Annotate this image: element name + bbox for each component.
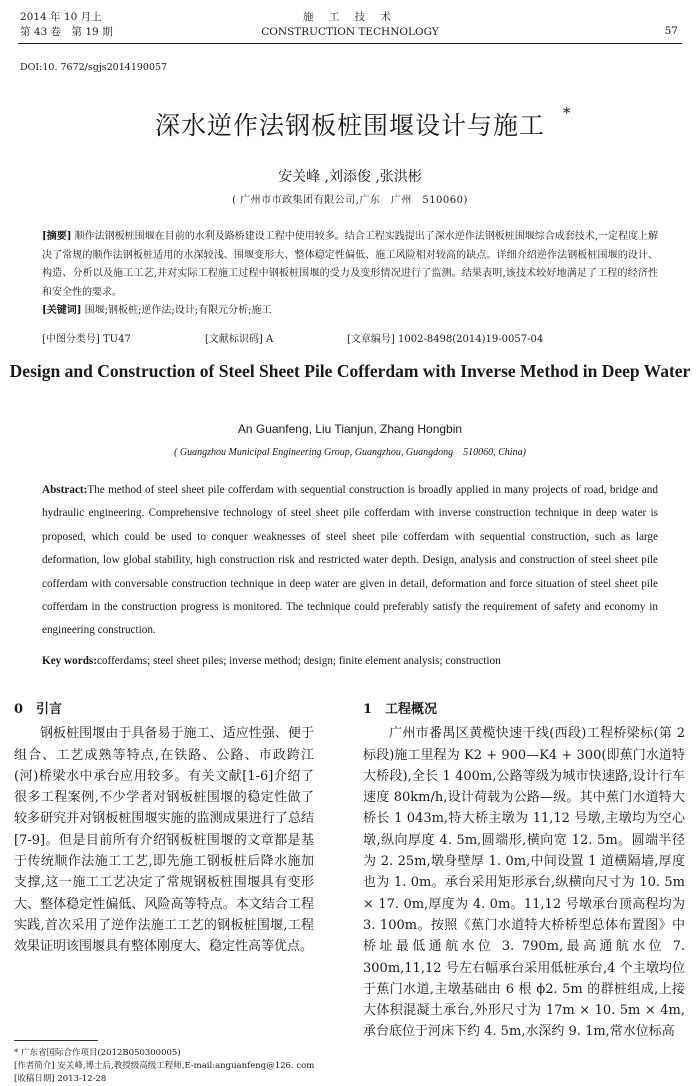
- authors-cn: 安关峰 ,刘添俊 ,张洪彬: [278, 169, 422, 185]
- document-code: [文献标识码] A: [205, 334, 274, 345]
- doi: DOI:10. 7672/sgjs2014190057: [20, 62, 168, 73]
- affiliation-cn: ( 广州市市政集团有限公司,广东 广州 510060): [232, 195, 468, 206]
- footnote-author-intro: [作者简介] 安关峰,博士后,教授级高级工程师,E-mail:anguanfeng@126. com: [14, 1061, 315, 1071]
- keywords-en-label: Key words:: [42, 655, 97, 667]
- keywords-cn-label: [关键词]: [42, 305, 82, 317]
- abstract-cn-block: [42, 228, 658, 321]
- abstract-cn: [42, 228, 658, 302]
- section-heading-introduction: 0 引言: [14, 702, 63, 717]
- running-header-center: [210, 10, 490, 40]
- journal-name-cn: 施 工 技 术: [302, 11, 397, 23]
- clc-number: [中图分类号] TU47: [42, 334, 131, 345]
- column-right: [363, 699, 685, 1043]
- section-body-project-overview: 广州市番禺区黄榄快速干线(西段)工程桥梁标(第 2 标段)施工里程为 K2 + 900—K4 + 300(即蕉门水道特大桥段),全长 1 400m,公路等级为城市快速路,设计行车速度 80km/h,设计荷载为公路—级。其中蕉门水道特大桥长 1 043m,特大桥主墩为 11,12 号墩,主墩均为空心墩,纵向厚度 4. 5m,圆端形,横向宽 12. 5m。圆端半径为 2. 25m,墩身壁厚 1. 0m,中间设置 1 道横隔墙,厚度也为 1. 0m。承台采用矩形承台,纵横向尺寸为 10. 5m × 17. 0m,厚度为 4. 0m。11,12 号墩承台顶高程均为 3. 100m。按照《蕉门水道特大桥桥型总体布置图》中桥址最低通航水位 3. 790m,最高通航水位 7. 300m,11,12 号左右幅承台采用低桩承台,4 个主墩均位于蕉门水道,主墩基础由 6 根 ϕ2. 5m 的群桩组成,上接大体积混凝土承台,外形尺寸为 17m × 10. 5m × 4m,承台底位于河床下约 4. 5m,水深约 9. 1m,常水位标高: [363, 726, 685, 1040]
- abstract-en-label: Abstract:: [42, 484, 88, 496]
- header-rule: [18, 43, 682, 44]
- footnote-received: [收稿日期] 2013-12-28: [14, 1074, 107, 1084]
- keywords-cn: [42, 302, 658, 321]
- footnotes: [14, 1047, 339, 1086]
- section-heading-project-overview: 1 工程概况: [363, 702, 438, 717]
- title-footnote-marker: *: [563, 104, 571, 122]
- running-header-left: [20, 10, 113, 40]
- abstract-cn-label: [摘要]: [42, 231, 72, 242]
- title-cn: 深水逆作法钢板桩围堰设计与施工: [154, 111, 545, 140]
- authors-en: An Guanfeng, Liu Tianjun, Zhang Hongbin: [237, 422, 463, 436]
- volume-issue: 第 43 卷 第 19 期: [20, 26, 113, 38]
- title-en: Design and Construction of Steel Sheet Pile Cofferdam with Inverse Method in Deep Water: [9, 361, 691, 381]
- journal-name-en: CONSTRUCTION TECHNOLOGY: [261, 26, 439, 38]
- abstract-en-text: The method of steel sheet pile cofferdam with sequential construction is broadly applied in many projects of road, bridge and hydraulic engineering. Comprehensive technology of steel sheet pile cofferdam with inverse construction technique in deep water is proposed, which could be used to conquer weaknesses of steel sheet pile cofferdam with sequential construction, such as large deformation, low global stability, high construction risk and restricted water depth. Design, analysis and construction of steel sheet pile cofferdam with conversable construction technique in deep water are given in detail, deformation and force situation of steel sheet pile cofferdam in the construction progress is monitored. The technique could preferably satisfy the requirement of safety and economy in engineering construction.: [42, 484, 658, 637]
- keywords-en: [42, 655, 682, 667]
- abstract-cn-text: 顺作法钢板桩围堰在目前的水利及路桥建设工程中使用较多。结合工程实践提出了深水逆作法钢板桩围堰综合成套技术,一定程度上解决了常规的顺作法钢板桩适用的水深较浅、围堰变形大、整体稳定性偏低、施工风险相对较高的缺点。详细介绍逆作法钢板桩围堰的设计、构造、分析以及施工工艺,并对实际工程施工过程中钢板桩围堰的受力及变形情况进行了监测。结果表明,该技术较好地满足了工程的经济性和安全性的要求。: [42, 231, 658, 298]
- footnote-rule: [14, 1040, 98, 1041]
- affiliation-en: ( Guangzhou Municipal Engineering Group, Guangzhou, Guangdong 510060, China): [174, 447, 526, 458]
- article-number: [文章编号] 1002-8498(2014)19-0057-04: [347, 334, 544, 345]
- keywords-en-text: cofferdams; steel sheet piles; inverse method; design; finite element analysis; construction: [97, 655, 501, 667]
- keywords-cn-text: 围堰;钢板桩;逆作法;设计;有限元分析;施工: [84, 305, 272, 317]
- abstract-en: [42, 479, 658, 643]
- column-left: [14, 699, 314, 958]
- issue-date: 2014 年 10 月上: [20, 11, 102, 23]
- page-number: 57: [664, 25, 678, 37]
- section-body-introduction: 钢板桩围堰由于具备易于施工、适应性强、便于组合、工艺成熟等特点,在铁路、公路、市政跨江(河)桥梁水中承台应用较多。有关文献[1-6]介绍了很多工程案例,不少学者对钢板桩围堰的稳定性做了较多研究并对钢板桩围堰实施的监测成果进行了总结[7-9]。但是目前所有介绍钢板桩围堰的文章都是基于传统顺作法施工工艺,即先施工钢板桩后降水施加支撑,这一施工工艺决定了常规钢板桩围堰具有变形大、整体稳定性偏低、风险高等特点。本文结合工程实践,首次采用了逆作法施工工艺的钢板桩围堰,工程效果证明该围堰具有整体刚度大、稳定性高等优点。: [14, 726, 314, 955]
- footnote-fund: * 广东省国际合作项目(2012B050300005): [14, 1048, 181, 1058]
